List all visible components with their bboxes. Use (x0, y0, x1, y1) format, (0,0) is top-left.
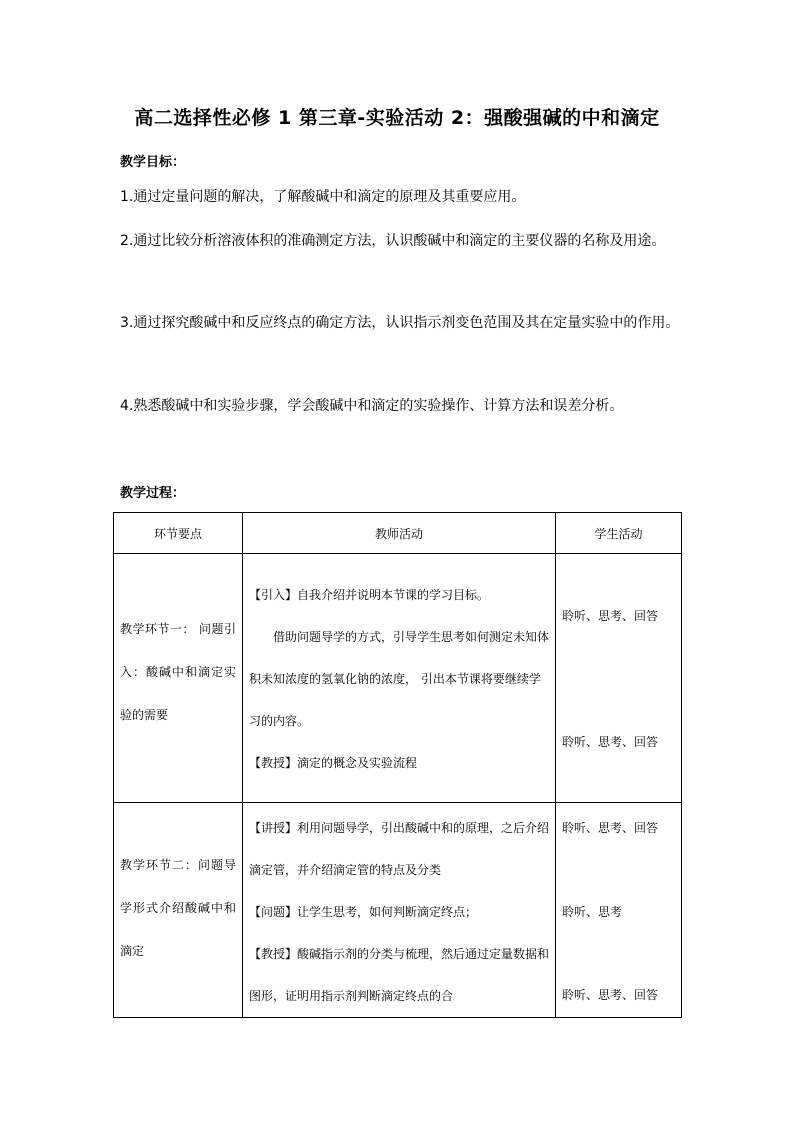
objective-item-3: 3.通过探究酸碱中和反应终点的确定方法，认识指示剂变色范围及其在定量实验中的作用。 (120, 315, 680, 331)
student-activity: 聆听、思考 (562, 905, 623, 919)
section-cell (114, 554, 243, 803)
objective-item-1: 1.通过定量问题的解决，了解酸碱中和滴定的原理及其重要应用。 (120, 189, 526, 205)
teacher-cell (243, 803, 556, 1018)
teacher-activity: 【教授】酸碱指示剂的分类与梳理，然后通过定量数据和图形，证明用指示剂判断滴定终点的合 (249, 947, 549, 1003)
student-activity: 聆听、思考、回答 (562, 988, 659, 1002)
process-label: 教学过程： (120, 486, 186, 501)
teacher-activity: 借助问题导学的方式，引导学生思考如何测定未知体积未知浓度的氢氧化钠的浓度， 引出本节课将要继续学习的内容。 (249, 630, 550, 728)
document-title: 高二选择性必修 1 第三章-实验活动 2：强酸强碱的中和滴定 (134, 107, 660, 129)
teacher-cell (243, 554, 556, 803)
teacher-activity: 【讲授】利用问题导学，引出酸碱中和的原理，之后介绍滴定管，并介绍滴定管的特点及分类 (249, 821, 550, 877)
header-teacher: 教师活动 (243, 513, 556, 554)
teacher-activity: 【问题】让学生思考，如何判断滴定终点； (249, 905, 478, 919)
teacher-activity: 【教授】滴定的概念及实验流程 (249, 756, 418, 770)
table-row (114, 803, 682, 1018)
student-cell (556, 803, 682, 1018)
student-cell (556, 554, 682, 803)
header-student: 学生活动 (556, 513, 682, 554)
section-text: 教学环节二：问题导学形式介绍酸碱中和滴定 (120, 858, 236, 958)
table-header-row (114, 513, 682, 554)
student-activity: 聆听、思考、回答 (562, 821, 659, 835)
header-section: 环节要点 (114, 513, 243, 554)
teacher-activity: 【引入】自我介绍并说明本节课的学习目标。 (249, 588, 490, 602)
objective-item-2: 2.通过比较分析溶液体积的准确测定方法，认识酸碱中和滴定的主要仪器的名称及用途。 (120, 233, 666, 249)
teaching-process-table (113, 512, 682, 1018)
student-activity: 聆听、思考、回答 (562, 735, 659, 749)
section-text: 教学环节一： 问题引入：酸碱中和滴定实验的需要 (120, 622, 236, 722)
objective-item-4: 4.熟悉酸碱中和实验步骤，学会酸碱中和滴定的实验操作、计算方法和误差分析。 (120, 398, 624, 414)
objectives-label: 教学目标： (120, 155, 186, 170)
table-row (114, 554, 682, 803)
student-activity: 聆听、思考、回答 (562, 609, 659, 623)
section-cell (114, 803, 243, 1018)
